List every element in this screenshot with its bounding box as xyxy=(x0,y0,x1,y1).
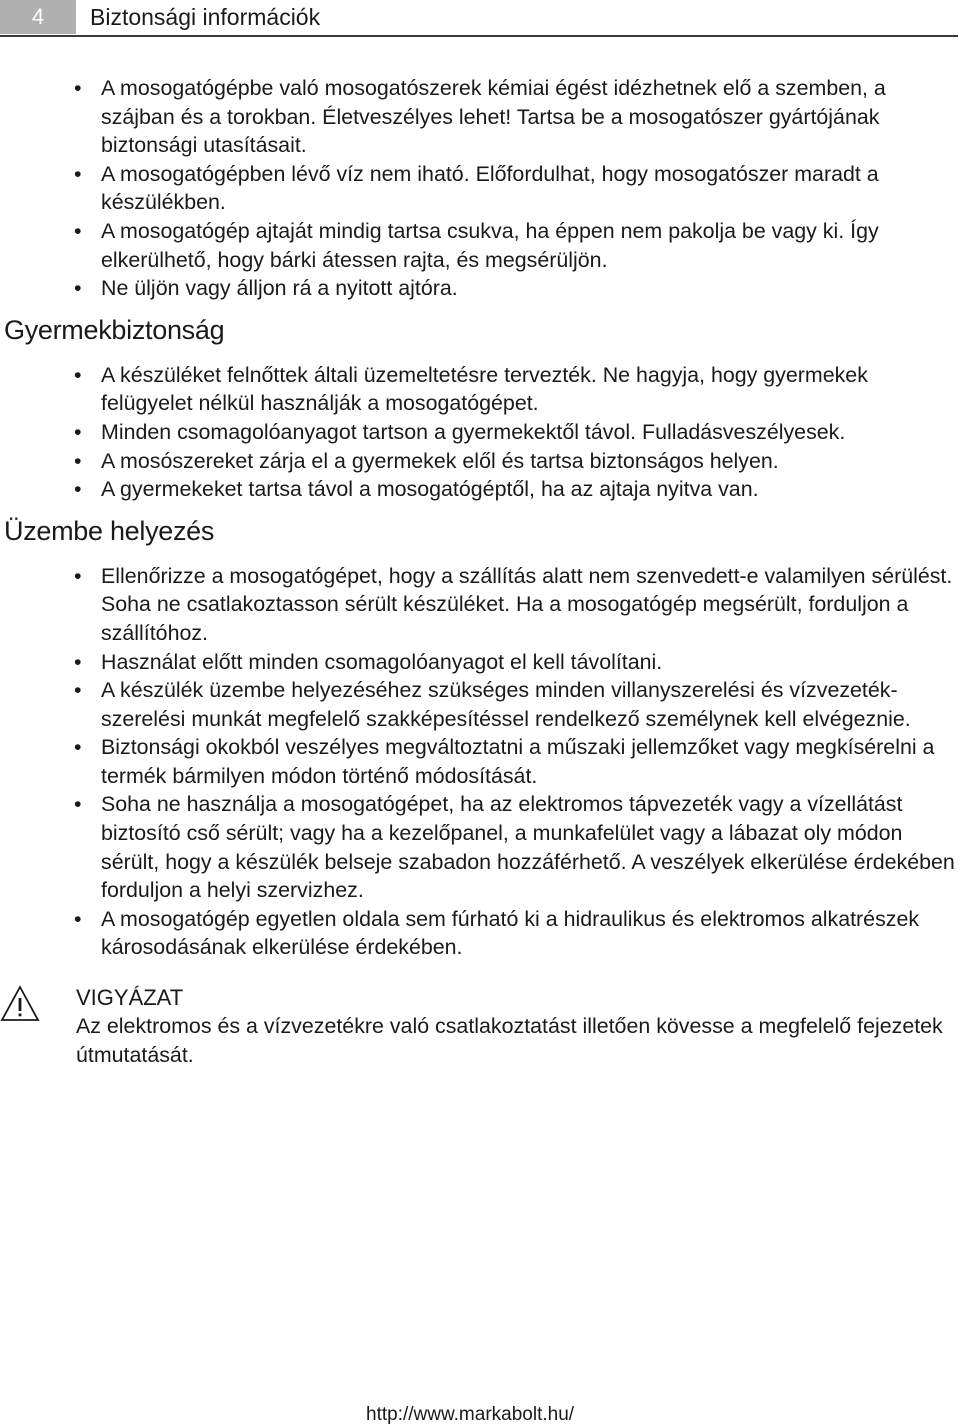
page-number: 4 xyxy=(0,0,76,34)
list-item: • Minden csomagolóanyagot tartson a gyermekektől távol. Fulladásveszélyesek. xyxy=(0,418,960,447)
list-item: • A mosogatógépbe való mosogatószerek kémiai égést idézhetnek elő a szemben, a szájban és a torokban. Életveszélyes lehet! Tartsa be a mosogatószer gyártójának biztonsági utasításait. xyxy=(74,76,886,158)
footer-link[interactable]: http://www.markabolt.hu/ xyxy=(366,1404,575,1425)
section-heading-child-safety: Gyermekbiztonság xyxy=(4,314,225,345)
page-header xyxy=(0,0,960,38)
warning-title: VIGYÁZAT xyxy=(76,985,184,1011)
list-item: • Ellenőrizze a mosogatógépet, hogy a szállítás alatt nem szenvedett-e valamilyen sérülést. Soha ne csatlakoztasson sérült készüléket. Ha a mosogatógép megsérült, forduljon a szállítóhoz. xyxy=(74,563,953,645)
intro-list xyxy=(0,74,960,303)
list-item: • A készülék üzembe helyezéséhez szükséges minden villanyszerelési és vízvezeték-szerelési munkát megfelelő szakképesítéssel rendelkező személynek kell elvégeznie. xyxy=(74,678,911,731)
bullet-icon: • xyxy=(74,735,82,760)
bullet-icon: • xyxy=(74,419,82,444)
section-heading-installation: Üzembe helyezés xyxy=(4,515,215,546)
bullet-icon: • xyxy=(74,792,82,817)
warning-box xyxy=(0,984,960,1074)
list-item: • Használat előtt minden csomagolóanyagot el kell távolítani. xyxy=(0,648,960,677)
bullet-icon: • xyxy=(74,649,82,674)
child-safety-list xyxy=(0,361,960,504)
bullet-icon: • xyxy=(74,477,82,502)
list-item: • A készüléket felnőttek általi üzemeltetésre tervezték. Ne hagyja, hogy gyermekek felügyelet nélkül használják a mosogatógépet. xyxy=(74,362,868,416)
list-item: • A mosogatógépben lévő víz nem iható. Előfordulhat, hogy mosogatószer maradt a készülékben. xyxy=(74,161,879,215)
list-item: • A mosogatógép ajtaját mindig tartsa csukva, ha éppen nem pakolja be vagy ki. Így elkerülhető, hogy bárki átessen rajta, és megsérüljön. xyxy=(74,218,879,272)
warning-text: Az elektromos és a vízvezetékre való csatlakoztatást illetően kövesse a megfelelő fejezetek útmutatását. xyxy=(76,1014,943,1067)
bullet-icon: • xyxy=(74,563,82,588)
bullet-icon: • xyxy=(74,362,82,387)
list-item: • Soha ne használja a mosogatógépet, ha az elektromos tápvezeték vagy a vízellátást biztosító cső sérült; vagy ha a kezelőpanel, a munkafelület vagy a lábazat oly módon sérült, hogy a készülék belseje szabadon hozzáférhető. A veszélyek elkerülése érdekében forduljon a helyi szervizhez. xyxy=(74,792,955,903)
list-item: • Biztonsági okokból veszélyes megváltoztatni a műszaki jellemzőket vagy megkísérelni a termék bármilyen módon történő módosítását. xyxy=(74,735,935,788)
bullet-icon: • xyxy=(74,276,82,301)
list-item: • A mosószereket zárja el a gyermekek elől és tartsa biztonságos helyen. xyxy=(0,447,960,476)
installation-list xyxy=(0,562,960,962)
bullet-icon: • xyxy=(74,76,82,100)
warning-triangle-icon xyxy=(0,984,40,1024)
bullet-icon: • xyxy=(74,678,82,703)
bullet-icon: • xyxy=(74,906,82,931)
bullet-icon: • xyxy=(74,448,82,473)
page-content xyxy=(0,74,960,1074)
header-divider xyxy=(0,35,958,37)
list-item: • A gyermekeket tartsa távol a mosogatógéptől, ha az ajtaja nyitva van. xyxy=(0,475,960,504)
list-item: • A mosogatógép egyetlen oldala sem fúrható ki a hidraulikus és elektromos alkatrészek károsodásának elkerülése érdekében. xyxy=(74,906,920,960)
bullet-icon: • xyxy=(74,161,82,186)
bullet-icon: • xyxy=(74,218,82,243)
list-item: • Ne üljön vagy álljon rá a nyitott ajtóra. xyxy=(0,274,960,303)
header-title: Biztonsági információk xyxy=(90,4,321,30)
